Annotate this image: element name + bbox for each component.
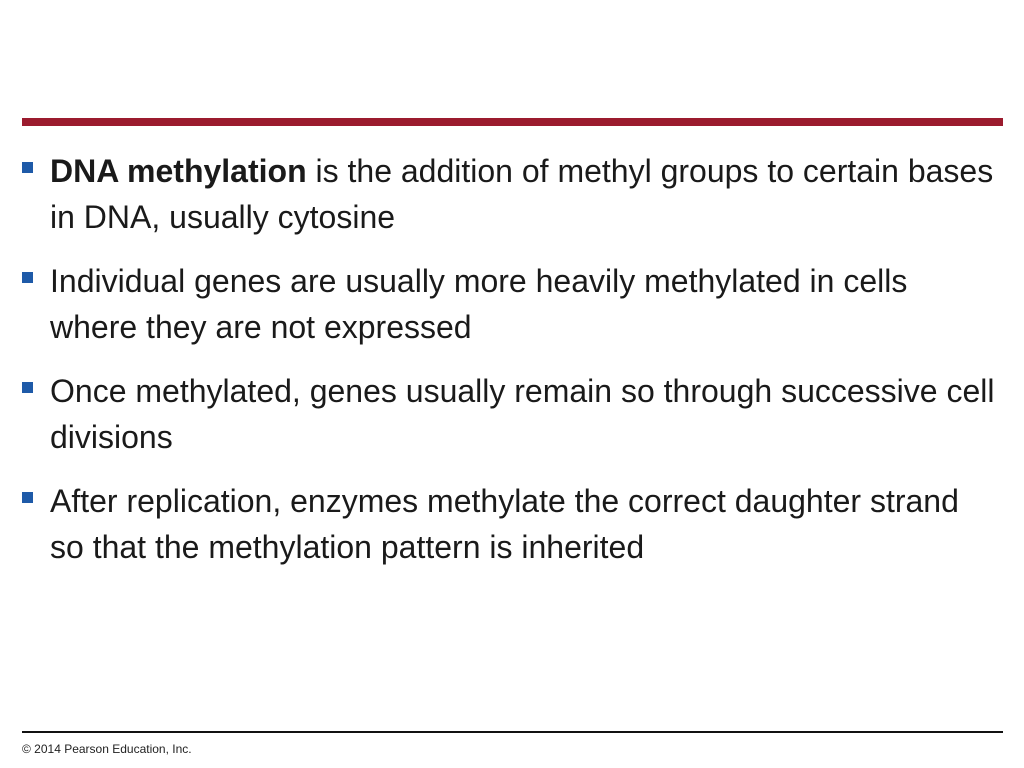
bullet-text: After replication, enzymes methylate the correct daughter strand so that the methylation pattern is inherited — [50, 483, 959, 565]
bullet-term: DNA methylation — [50, 153, 307, 189]
bullet-item-4 — [20, 478, 995, 570]
footer-divider — [22, 731, 1003, 733]
square-bullet-icon — [22, 272, 33, 283]
bullet-list — [20, 148, 995, 570]
square-bullet-icon — [22, 492, 33, 503]
copyright-text: © 2014 Pearson Education, Inc. — [22, 742, 192, 756]
bullet-item-3 — [20, 368, 995, 460]
title-divider — [22, 118, 1003, 126]
bullet-text: is the addition of methyl groups to certain bases in DNA, usually cytosine — [50, 153, 994, 235]
bullet-text: Once methylated, genes usually remain so through successive cell divisions — [50, 373, 995, 455]
bullet-item-2 — [20, 258, 995, 350]
square-bullet-icon — [22, 382, 33, 393]
bullet-item-1 — [20, 148, 995, 240]
square-bullet-icon — [22, 162, 33, 173]
bullet-text: Individual genes are usually more heavily methylated in cells where they are not expressed — [50, 263, 908, 345]
